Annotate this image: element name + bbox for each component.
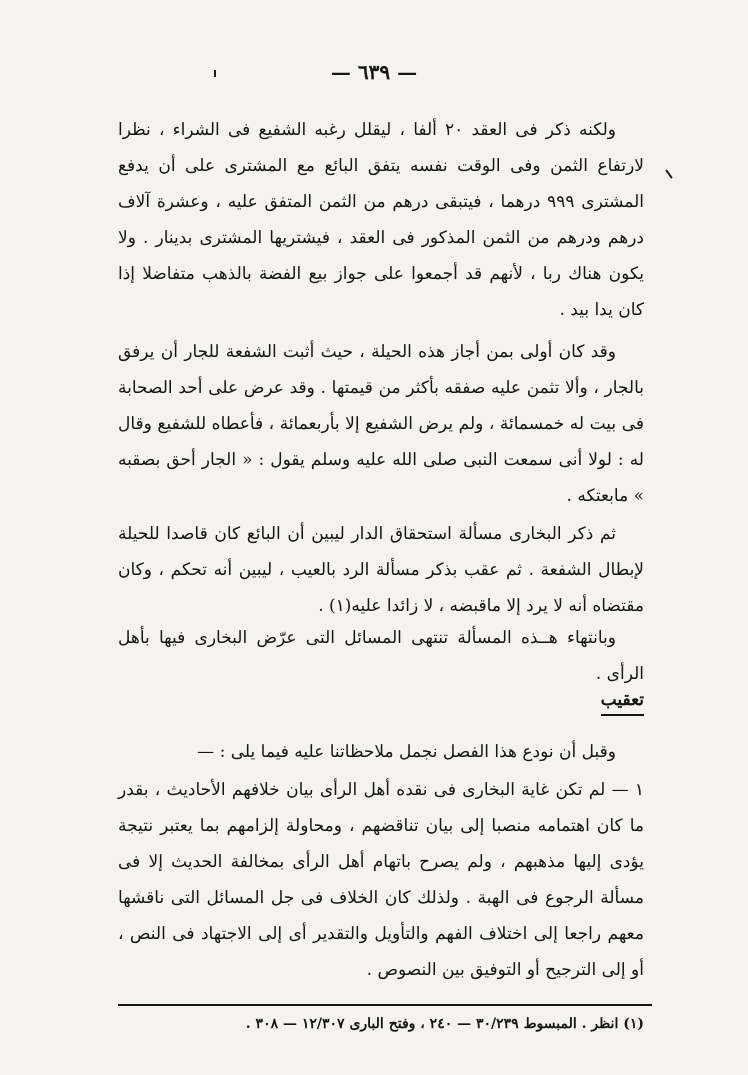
footnote: (١) انظر . المبسوط ٣٠/٢٣٩ — ٢٤٠ ، وفتح البارى ١٢/٣٠٧ — ٣٠٨ .: [245, 1016, 644, 1032]
footnote-separator: [118, 1004, 652, 1006]
scan-mark: [665, 169, 672, 178]
paragraph-5: وقبل أن نودع هذا الفصل نجمل ملاحظاتنا عليه فيما يلى : —: [197, 742, 616, 762]
paragraph-4: وبانتهاء هــذه المسألة تنتهى المسائل التى عرّض البخارى فيها بأهل الرأى .: [118, 628, 644, 684]
section-heading: تعقيب: [601, 690, 644, 716]
page-number: — ٦٣٩ —: [330, 60, 418, 84]
paragraph-3: ثم ذكر البخارى مسألة استحقاق الدار ليبين أن البائع كان قاصدا للحيلة لإبطال الشفعة . ثم عقب بذكر مسألة الرد بالعيب ، ليبين أنه تحكم ، وكان مقتضاه أنه لا يرد إلا ماقبضه ، لا زائدا عليه(١) .: [118, 524, 644, 616]
scan-mark: [214, 70, 216, 77]
paragraph-6: ١ — لم تكن غاية البخارى فى نقده أهل الرأى بيان خلافهم الأحاديث ، بقدر ما كان اهتمامه منصبا إلى بيان تناقضهم ، ومحاولة إلزامهم بما يعتبر نتيجة يؤدى إليها مذهبهم ، ولم يصرح باتهام أهل الرأى بمخالفة الحديث إلا فى مسألة الرجوع فى الهبة . ولذلك كان الخلاف فى جل المسائل التى ناقشها معهم راجعا إلى اختلاف الفهم والتأويل والتقدير أى إلى الاجتهاد فى النص ، أو إلى الترجيح أو التوفيق بين النصوص .: [118, 780, 644, 980]
paragraph-2: وقد كان أولى بمن أجاز هذه الحيلة ، حيث أثبت الشفعة للجار أن يرفق بالجار ، وألا تثمن عليه صفقه بأكثر من قيمتها . وقد عرض على أحد الصحابة فى بيت له خمسمائة ، ولم يرض الشفيع إلا بأربعمائة ، فأعطاه للشفيع وقال له : لولا أنى سمعت النبى صلى الله عليه وسلم يقول : « الجار أحق بصقبه » مابعتكه .: [118, 342, 644, 506]
paragraph-1: ولكنه ذكر فى العقد ٢٠ ألفا ، ليقلل رغبه الشفيع فى الشراء ، نظرا لارتفاع الثمن وفى الوقت نفسه يتفق البائع مع المشترى على أن يدفع المشترى ٩٩٩ درهما ، فيتبقى درهم من الثمن المتفق عليه ، وعشرة آلاف درهم ودرهم من الثمن المذكور فى العقد ، فيشتريها المشترى بدينار . ولا يكون هناك ربا ، لأنهم قد أجمعوا على جواز بيع الفضة بالذهب متفاضلا إذا كان يدا بيد .: [118, 120, 644, 320]
